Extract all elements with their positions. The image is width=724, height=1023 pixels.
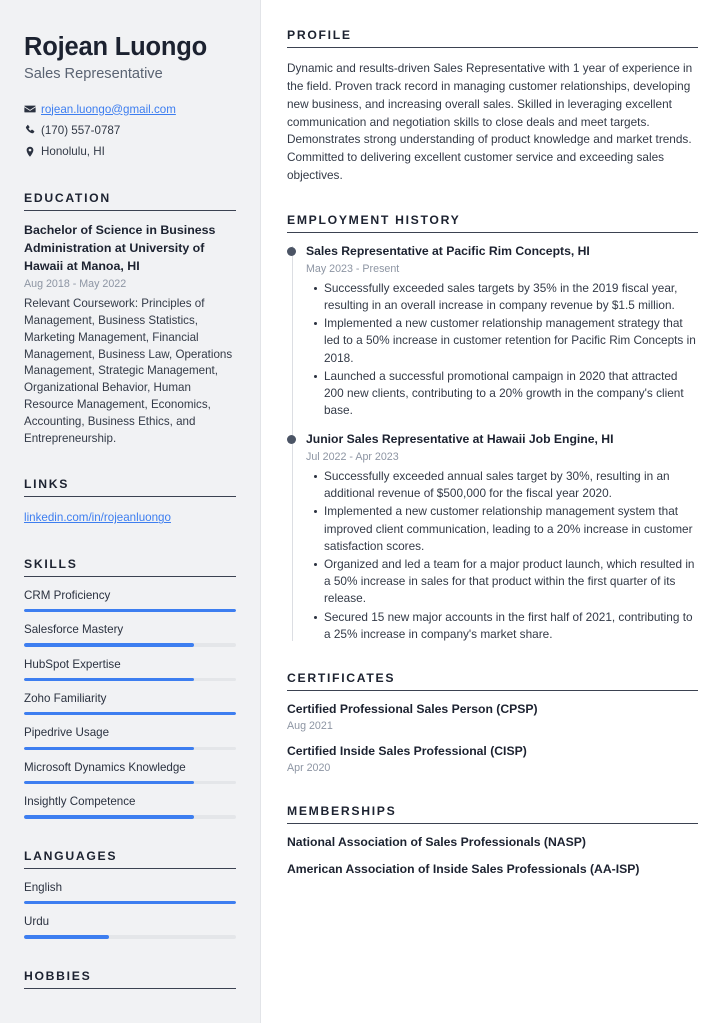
skill-level-fill [24,712,236,715]
envelope-icon [24,103,41,115]
membership-item: National Association of Sales Professionals (NASP) [287,835,586,850]
contact-email[interactable] [24,102,236,118]
employment-bullet: Implemented a new customer relationship management system that improved client communication, leading to a 20% increase in customer satisfaction scores. [324,503,698,555]
language-item [24,914,236,938]
skill-label: HubSpot Expertise [24,657,121,671]
employment-bullet: Successfully exceeded annual sales target by 30%, resulting in an additional revenue of $500,000 for the fiscal year 2020. [324,468,698,502]
section-heading-links: LINKS [24,477,236,497]
employment-bullet: Organized and led a team for a major product launch, which resulted in a 50% increase in sales for that product within the first quarter of its release. [324,556,698,608]
contact-phone [24,123,236,139]
section-heading-languages: LANGUAGES [24,849,236,869]
skill-item [24,657,236,681]
section-education [24,191,236,447]
language-level-fill [24,935,109,938]
skill-label: Zoho Familiarity [24,692,107,705]
phone-icon [24,124,41,136]
skill-level-fill [24,747,194,750]
employment-bullet: Successfully exceeded sales targets by 35% in the 2019 fiscal year, resulting in an overall increase in company revenue by $1.5 million. [324,280,698,314]
section-heading-skills: SKILLS [24,557,236,577]
section-certificates [287,671,698,776]
language-label: English [24,880,63,894]
timeline-dot-icon [287,435,296,444]
skill-item [24,588,236,612]
education-title: Bachelor of Science in Business Administration at University of Hawaii at Manoa, HI [24,223,216,273]
section-links [24,477,236,526]
education-date: Aug 2018 - May 2022 [24,278,127,291]
employment-title: Sales Representative at Pacific Rim Concepts, HI [306,244,590,259]
language-level-track [24,901,236,904]
section-heading-memberships: MEMBERSHIPS [287,804,698,824]
section-heading-profile: PROFILE [287,28,698,48]
link-item-linkedin[interactable]: linkedin.com/in/rojeanluongo [24,511,171,525]
language-level-fill [24,901,236,904]
employment-bullet: Launched a successful promotional campaign in 2020 that attracted 200 new clients, contributing to a 20% growth in the company's client base. [324,368,698,420]
skill-item [24,794,236,818]
certificate-date: Aug 2021 [287,720,333,733]
employment-bullet: Implemented a new customer relationship management strategy that led to a 50% increase in customer retention for Pacific Rim Concepts in 2018. [324,315,698,367]
section-employment-history [287,213,698,643]
candidate-job-title: Sales Representative [24,65,163,82]
contact-list [24,102,236,160]
education-item [24,222,236,447]
skill-level-fill [24,678,194,681]
section-heading-hobbies: HOBBIES [24,969,236,989]
employment-date: Jul 2022 - Apr 2023 [306,450,399,463]
skill-label: CRM Proficiency [24,588,111,602]
skill-level-track [24,712,236,715]
skill-level-fill [24,643,194,646]
candidate-name: Rojean Luongo [24,33,207,61]
employment-item [306,431,698,643]
contact-email-link[interactable]: rojean.luongo@gmail.com [41,102,176,116]
employment-bullets [306,468,698,643]
contact-location-text: Honolulu, HI [41,144,105,158]
section-heading-certificates: CERTIFICATES [287,671,698,691]
skill-item [24,760,236,784]
sidebar [0,0,261,1023]
section-heading-education: EDUCATION [24,191,236,211]
skill-level-track [24,609,236,612]
section-hobbies [24,969,236,989]
language-label: Urdu [24,915,50,929]
skill-item [24,725,236,749]
location-pin-icon [24,146,41,158]
section-profile [287,28,698,185]
contact-location [24,144,236,160]
contact-phone-text: (170) 557-0787 [41,123,121,137]
profile-text: Dynamic and results-driven Sales Representative with 1 year of experience in the field. Proven track record in managing customer relationships, developing new business, and increasing overall sales. Skilled in leveraging excellent communication and negotiation skills to close deals and meet targets. Demonstrates strong understanding of product knowledge and market trends. Committed to delivering excellent customer service and exceeding sales objectives. [287,60,693,183]
certificate-title: Certified Inside Sales Professional (CISP) [287,744,527,759]
main-column [261,0,724,1023]
timeline-dot-icon [287,247,296,256]
certificate-item [287,743,698,776]
skill-item [24,691,236,715]
language-level-track [24,935,236,938]
section-heading-employment: EMPLOYMENT HISTORY [287,213,698,233]
skill-level-fill [24,781,194,784]
certificate-title: Certified Professional Sales Person (CPSP) [287,702,538,717]
employment-bullet: Secured 15 new major accounts in the first half of 2021, contributing to a 25% increase in company's market share. [324,609,698,643]
skill-label: Microsoft Dynamics Knowledge [24,760,186,774]
certificate-item [287,701,698,734]
certificate-date: Apr 2020 [287,762,331,775]
language-item [24,880,236,904]
education-description: Relevant Coursework: Principles of Management, Business Statistics, Marketing Management, Financial Management, Business Law, Operations Management, Strategic Management, Organizational Behavior, Human Resource Management, Economics, Accounting, Business Ethics, and Entrepreneurship. [24,297,233,445]
skill-level-track [24,747,236,750]
skill-level-track [24,678,236,681]
membership-item: American Association of Inside Sales Professionals (AA-ISP) [287,862,640,877]
employment-item [306,243,698,419]
employment-bullets [306,280,698,420]
skill-label: Insightly Competence [24,795,136,809]
skill-item [24,622,236,646]
skill-level-track [24,815,236,818]
section-skills [24,557,236,819]
section-memberships [287,804,698,878]
section-languages [24,849,236,939]
skill-label: Salesforce Mastery [24,623,124,637]
skill-label: Pipedrive Usage [24,726,110,740]
employment-date: May 2023 - Present [306,262,400,275]
skill-level-fill [24,609,236,612]
skill-level-track [24,781,236,784]
skill-level-fill [24,815,194,818]
employment-title: Junior Sales Representative at Hawaii Job Engine, HI [306,432,614,447]
skill-level-track [24,643,236,646]
employment-timeline [287,243,698,643]
